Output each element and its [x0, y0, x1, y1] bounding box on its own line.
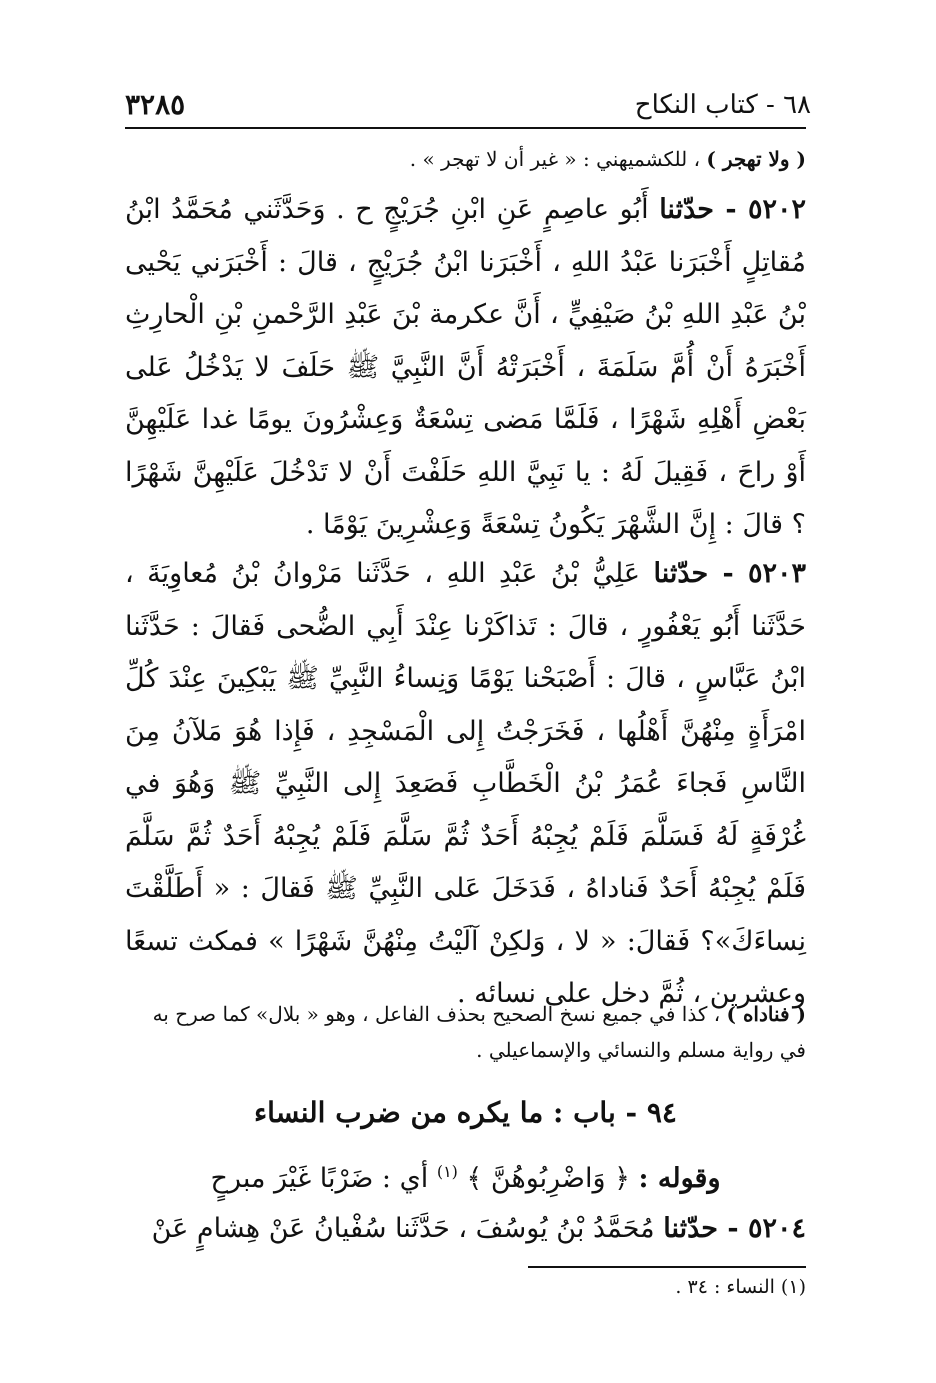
chapter-heading: ٩٤ - باب : ما يكره من ضرب النساء	[254, 1096, 677, 1129]
gloss-term: ( ولا تهجر )	[706, 147, 806, 171]
gloss-note-1	[125, 142, 806, 176]
footnote-divider	[528, 1266, 806, 1268]
hadith-number: ٥٢٠٣ - حدّثنا	[653, 558, 806, 589]
quran-verse-line	[125, 1152, 806, 1199]
hadith-5204	[125, 1203, 806, 1256]
hadith-number: ٥٢٠٤ - حدّثنا	[663, 1213, 806, 1244]
gloss-note-2	[125, 996, 806, 1068]
page-number: ٣٢٨٥	[125, 88, 186, 121]
book-title: ٦٨ - كتاب النكاح	[634, 90, 811, 120]
verse-label: وقوله :	[638, 1163, 721, 1194]
gloss-term: ( فناداه )	[726, 1002, 806, 1026]
verse-quote: ﴿ وَاضْرِبُوهُنَّ ﴾	[457, 1163, 639, 1194]
verse-text: أي : ضَرْبًا غَيْرَ مبرحٍ	[210, 1163, 437, 1194]
hadith-text: أَبُو عاصِمٍ عَنِ ابْنِ جُرَيْجٍ ح . وَحَدَّثَني مُحَمَّدُ ابْنُ مُقاتِلٍ أَخْبَرَنا عَبْدُ اللهِ ، أَخْبَرَنا ابْنُ جُرَيْجٍ ، قالَ : أَخْبَرَني يَحْيى بْنُ عَبْدِ اللهِ بْنُ صَيْفِيٍّ ، أَنَّ عكرمة بْنَ عَبْدِ الرَّحْمنِ بْنِ الْحارِثِ أَخْبَرَهُ أَنْ أُمَّ سَلَمَةَ ، أَخْبَرَتْهُ أَنَّ النَّبِيَّ ﷺ حَلَفَ لا يَدْخُلُ عَلى بَعْضِ أَهْلِهِ شَهْرًا ، فَلَمَّا مَضى تِسْعَةٌ وَعِشْرُونَ يومًا غدا عَلَيْهِنَّ أَوْ راحَ ، فَقِيلَ لَهُ : يا نَبِيَّ اللهِ حَلَفْتَ أَنْ لا تَدْخُلَ عَلَيْهِنَّ شَهْرًا ؟ قالَ : إِنَّ الشَّهْرَ يَكُونُ تِسْعَةً وَعِشْرِينَ يَوْمًا .	[125, 194, 806, 540]
gloss-text: ، كذا في جميع نسخ الصحيح بحذف الفاعل ، وهو « بلال» كما صرح به في رواية مسلم والنسائي والإسماعيلي .	[152, 1002, 806, 1062]
footnote: (١) النساء : ٣٤ .	[675, 1276, 806, 1298]
footnote-ref: (١)	[436, 1162, 458, 1181]
hadith-text: عَلِيُّ بْنُ عَبْدِ اللهِ ، حَدَّثَنا مَرْوانُ بْنُ مُعاوِيَةَ ، حَدَّثَنا أَبُو يَعْفُورٍ ، قالَ : تَذاكَرْنا عِنْدَ أَبِي الضُّحى فَقالَ : حَدَّثَنا ابْنُ عَبَّاسٍ ، قالَ : أَصْبَحْنا يَوْمًا وَنِساءُ النَّبِيِّ ﷺ يَبْكِينَ عِنْدَ كُلِّ امْرَأَةٍ مِنْهُنَّ أَهْلُها ، فَخَرَجْتُ إِلى الْمَسْجِدِ ، فَإِذا هُوَ مَلآنُ مِنَ النَّاسِ فَجاءَ عُمَرُ بْنُ الْخَطَّابِ فَصَعِدَ إِلى النَّبِيِّ ﷺ وَهُوَ في غُرْفَةٍ لَهُ فَسَلَّمَ فَلَمْ يُجِبْهُ أَحَدٌ ثُمَّ سَلَّمَ فَلَمْ يُجِبْهُ أَحَدٌ ثُمَّ سَلَّمَ فَلَمْ يُجِبْهُ أَحَدٌ فَناداهُ ، فَدَخَلَ عَلى النَّبِيِّ ﷺ فَقالَ : « أَطَلَّقْتَ نِساءَكَ»؟ فَقالَ: « لا ، وَلكِنْ آلَيْتُ مِنْهُنَّ شَهْرًا » فمكث تسعًا وعشرين ، ثُمَّ دخل على نسائه .	[125, 558, 806, 1009]
header-divider	[125, 127, 806, 129]
hadith-number: ٥٢٠٢ - حدّثنا	[659, 194, 806, 225]
gloss-text: ، للكشميهني : « غير أن لا تهجر » .	[409, 147, 707, 171]
hadith-text: مُحَمَّدُ بْنُ يُوسُفَ ، حَدَّثَنا سُفْيانُ عَنْ هِشامٍ عَنْ	[151, 1213, 664, 1244]
hadith-5202	[125, 184, 806, 552]
hadith-5203	[125, 548, 806, 1021]
page-header	[125, 82, 811, 122]
